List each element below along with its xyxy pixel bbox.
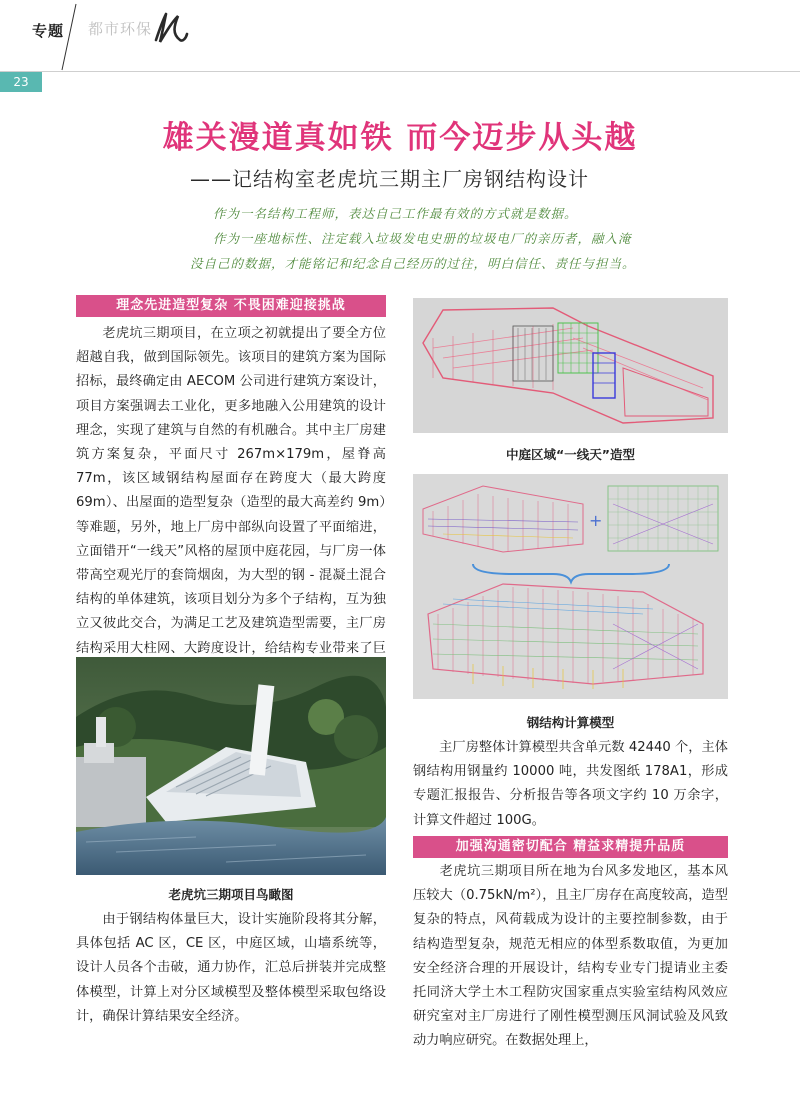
plus-icon: + — [589, 511, 603, 530]
steel-model-image — [413, 474, 728, 699]
header-rule — [0, 71, 800, 72]
steel-model-caption: 钢结构计算模型 — [526, 715, 615, 730]
intro-line-1: 作为一名结构工程师，表达自己工作最有效的方式就是数据。 — [213, 206, 578, 221]
page-number: 23 — [0, 72, 42, 92]
magazine-name: 都市环保 — [88, 20, 153, 38]
aerial-image-caption: 老虎坑三期项目鸟瞰图 — [168, 887, 294, 902]
article-title: 雄关漫道真如铁 而今迈步从头越 — [162, 120, 638, 156]
intro-line-3: 没自己的数据，才能铭记和纪念自己经历的过往，明白信任、责任与担当。 — [190, 256, 636, 271]
section1-heading: 理念先进造型复杂 不畏困难迎接挑战 — [76, 295, 386, 317]
right-paragraph: 主厂房整体计算模型共含单元数 42440 个，主体钢结构用钢量约 10000 吨，共发图纸 178A1，形成专题汇报报告、分析报告等各项文字约 10 万余字，计算文件超过 100G。 — [413, 740, 728, 828]
section1-paragraph: 老虎坑三期项目，在立项之初就提出了要全方位超越自我，做到国际领先。该项目的建筑方案为国际招标，最终确定由 AECOM 公司进行建筑方案设计，项目方案强调去工业化，更多地融入公用建筑的设计理念，实现了建筑与自然的有机融合。其中主厂房建筑方案复杂，平面尺寸 267m×179m，屋脊高 77m，该区域钢结构屋面存在跨度大（最大跨度 69m）、出屋面的造型复杂（造型的最大高差约 9m）等难题，另外，地上厂房中部纵向设置了平面缩进，立面错开“一线天”风格的屋顶中庭花园，与厂房一体带高空观光厅的套筒烟囱，为大型的钢 - 混凝土混合结构的单体建筑，该项目划分为多个子结构，互为独立又彼此交合，为满足工艺及建筑造型需要，主厂房结构采用大柱网、大跨度设计，给结构专业带来了巨 — [76, 326, 386, 656]
section2-paragraph: 老虎坑三期项目所在地为台风多发地区，基本风压较大（0.75kN/m²），且主厂房存在高度较高，造型复杂的特点，风荷载成为设计的主要控制参数，由于结构造型复杂，规范无相应的体型系数取值，为更加安全经济合理的开展设计，结构专业专门提请业主委托同济大学土木工程防灾国家重点实验室结构风效应研究室对主厂房进行了刚性模型测压风洞试验及风致动力响应研究。在数据处理上， — [413, 864, 728, 1049]
intro-line-2: 作为一座地标性、注定载入垃圾发电史册的垃圾电厂的亲历者，融入淹 — [213, 231, 632, 246]
aerial-view-image — [76, 657, 386, 875]
header-diagonal — [0, 0, 800, 100]
atrium-image-caption: 中庭区域“一线天”造型 — [506, 447, 635, 462]
section2-heading: 加强沟通密切配合 精益求精提升品质 — [413, 836, 728, 858]
section-label: 专题 — [32, 22, 65, 40]
atrium-model-image — [413, 298, 728, 433]
article-subtitle: ——记结构室老虎坑三期主厂房钢结构设计 — [190, 167, 589, 191]
section1-paragraph-2: 由于钢结构体量巨大，设计实施阶段将其分解，具体包括 AC 区，CE 区，中庭区域，山墙系统等，设计人员各个击破，通力协作，汇总后拼装并完成整体模型，计算上对分区域模型及整体模型采取包络设计，确保计算结果安全经济。 — [76, 912, 386, 1024]
